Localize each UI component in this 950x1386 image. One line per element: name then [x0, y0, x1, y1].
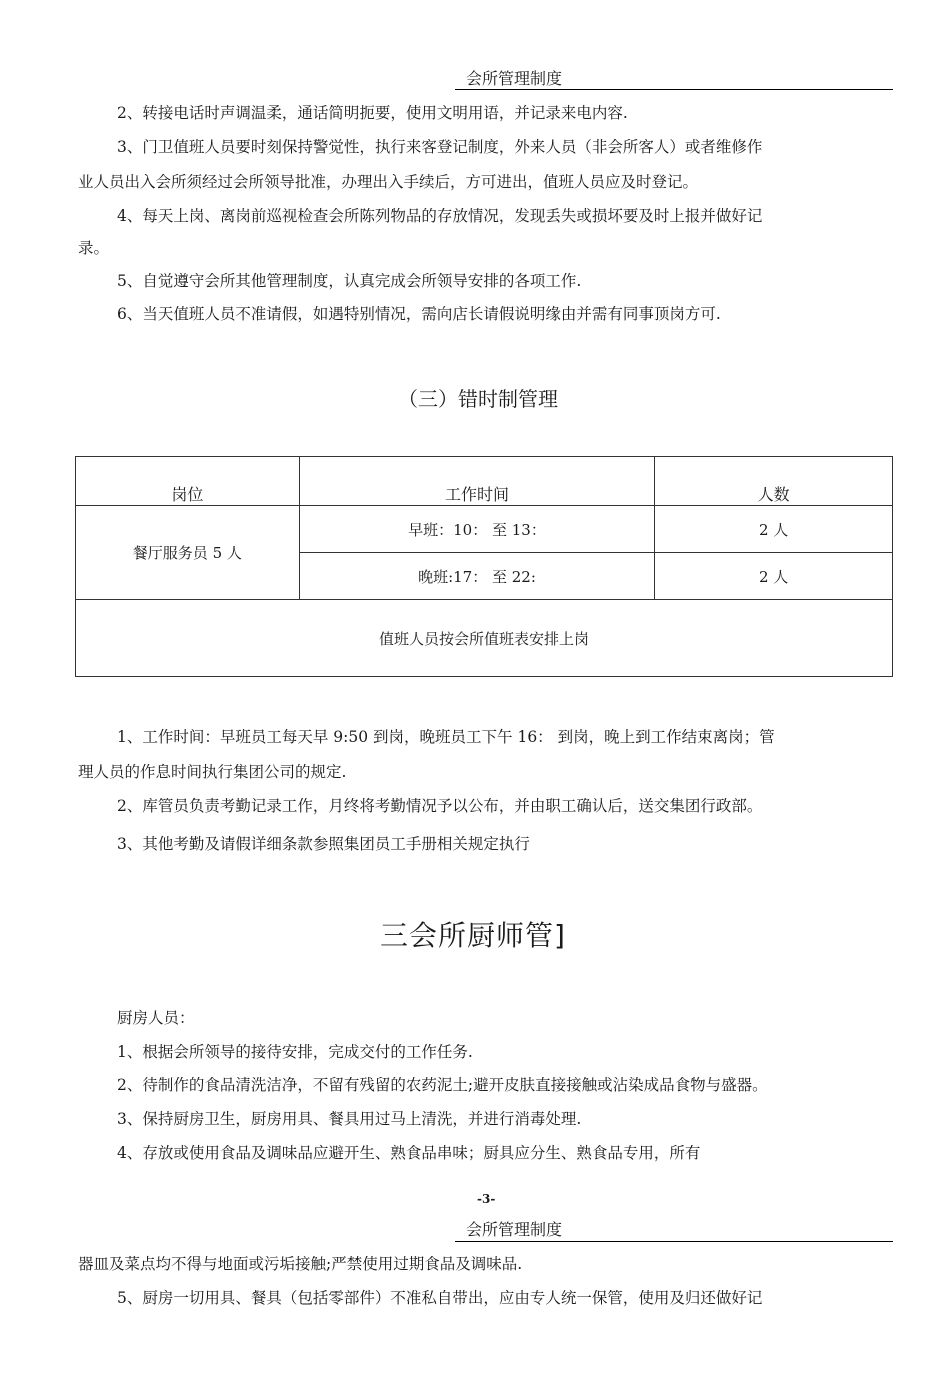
kitchen-rule-2: 2、待制作的食品清洗洁净，不留有残留的农药泥土;避开皮肤直接接触或沾染成品食物与盛器。	[117, 1076, 768, 1094]
chapter-heading-chef-management: 三会所厨师管]	[380, 919, 566, 952]
cell-evening-count: 2 人	[655, 553, 893, 600]
paragraph-4-line2: 录。	[78, 239, 110, 257]
kitchen-staff-label: 厨房人员：	[117, 1009, 195, 1027]
cell-position: 餐厅服务员 5 人	[76, 506, 300, 600]
work-time-line2: 理人员的作息时间执行集团公司的规定.	[78, 763, 347, 781]
work-time-line1: 1、工作时间：早班员工每天早 9:50 到岗，晚班员工下午 16： 到岗，晚上到工作结束离岗；管	[117, 728, 775, 746]
attendance-paragraph: 2、库管员负责考勤记录工作，月终将考勤情况予以公布，并由职工确认后，送交集团行政部。	[117, 797, 763, 815]
column-header-position: 岗位	[76, 457, 300, 506]
section-heading-staggered-shift: （三）错时制管理	[398, 387, 558, 411]
paragraph-2: 2、转接电话时声调温柔，通话简明扼要，使用文明用语，并记录来电内容.	[117, 104, 628, 122]
kitchen-rule-5: 5、厨房一切用具、餐具（包括零部件）不准私自带出，应由专人统一保管，使用及归还做好记	[117, 1289, 763, 1307]
next-page-header-title: 会所管理制度	[466, 1220, 563, 1239]
table-footer-row	[76, 600, 893, 677]
paragraph-6: 6、当天值班人员不准请假，如遇特别情况，需向店长请假说明缘由并需有同事顶岗方可.	[117, 305, 721, 323]
paragraph-3-line2: 业人员出入会所须经过会所领导批准，办理出入手续后，方可进出，值班人员应及时登记。	[78, 173, 699, 191]
table-header-row	[76, 457, 893, 506]
cell-duty-note: 值班人员按会所值班表安排上岗	[76, 600, 893, 677]
shift-table	[75, 456, 893, 677]
leave-rules-paragraph: 3、其他考勤及请假详细条款参照集团员工手册相关规定执行	[117, 835, 530, 853]
running-header-title: 会所管理制度	[466, 69, 563, 88]
paragraph-3-line1: 3、门卫值班人员要时刻保持警觉性，执行来客登记制度，外来人员（非会所客人）或者维修作	[117, 138, 763, 156]
paragraph-4-line1: 4、每天上岗、离岗前巡视检查会所陈列物品的存放情况，发现丢失或损坏要及时上报并做好记	[117, 207, 763, 225]
page-number: -3-	[477, 1192, 496, 1206]
column-header-headcount: 人数	[655, 457, 893, 506]
cell-morning-count: 2 人	[655, 506, 893, 553]
kitchen-rule-4: 4、存放或使用食品及调味品应避开生、熟食品串味；厨具应分生、熟食品专用，所有	[117, 1144, 701, 1162]
column-header-work-time: 工作时间	[299, 457, 655, 506]
kitchen-rule-4-continued: 器皿及菜点均不得与地面或污垢接触;严禁使用过期食品及调味品.	[78, 1255, 523, 1273]
header-rule	[455, 89, 893, 90]
table-row	[76, 506, 893, 553]
kitchen-rule-1: 1、根据会所领导的接待安排，完成交付的工作任务.	[117, 1043, 473, 1061]
next-page-header-rule	[455, 1241, 893, 1242]
kitchen-rule-3: 3、保持厨房卫生，厨房用具、餐具用过马上清洗，并进行消毒处理.	[117, 1110, 582, 1128]
cell-evening-shift: 晚班:17： 至 22:	[299, 553, 655, 600]
cell-morning-shift: 早班：10： 至 13：	[299, 506, 655, 553]
paragraph-5: 5、自觉遵守会所其他管理制度，认真完成会所领导安排的各项工作.	[117, 272, 582, 290]
